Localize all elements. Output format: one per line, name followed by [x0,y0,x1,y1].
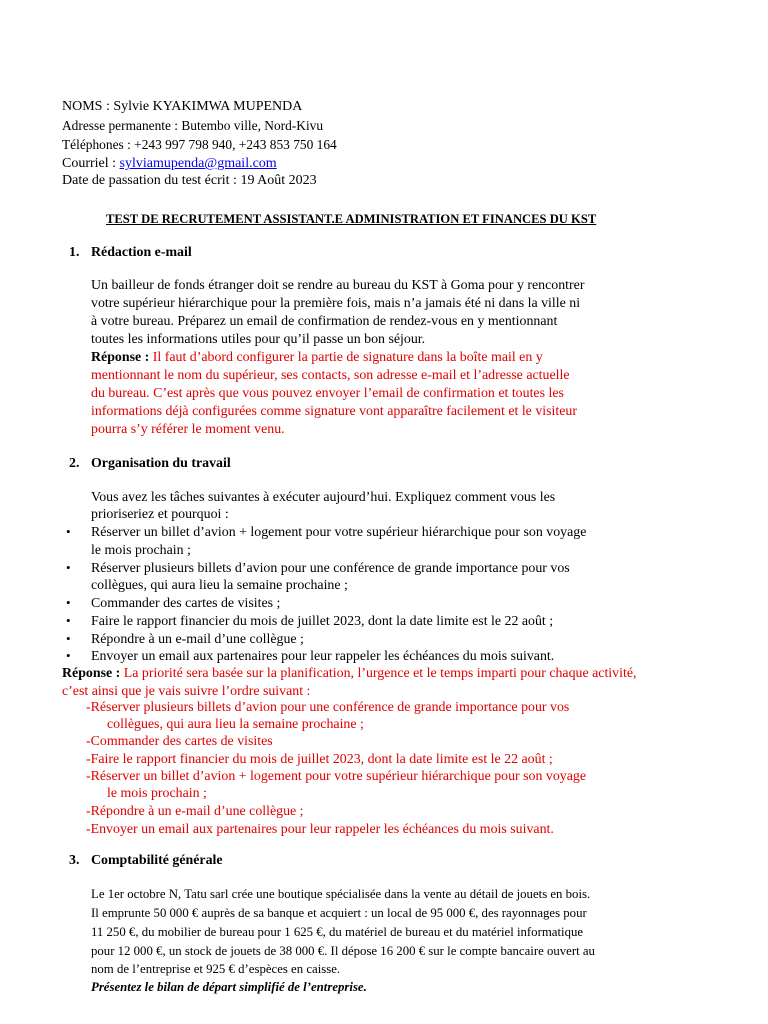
s2-task-line: Faire le rapport financier du mois de juillet 2023, dont la date limite est le 22 août ; [91,614,554,629]
section1-heading: Rédaction e-mail [91,245,192,260]
section3-heading: Comptabilité générale [91,853,223,868]
s2-task-line: Réserver plusieurs billets d’avion pour une conférence de grande importance pour vos [91,561,570,576]
email-link[interactable]: sylviamupenda@gmail.com [119,156,277,171]
s1-answer-line: informations déjà configurées comme signature vont apparaître facilement et le visiteur [91,404,577,419]
s2-task-line: Envoyer un email aux partenaires pour leur rappeler les échéances du mois suivant. [91,649,555,664]
bullet-icon: • [66,595,71,610]
bullet-icon: • [66,613,71,628]
s1-answer-line: mentionnant le nom du supérieur, ses contacts, son adresse e-mail et l’adresse actuelle [91,368,570,383]
s1-question-line: toutes les informations utiles pour qu’il passe un bon séjour. [91,332,426,347]
s2-task-line: collègues, qui aura lieu la semaine prochaine ; [91,578,348,593]
s2-task-line: Répondre à un e-mail d’une collègue ; [91,632,304,647]
section2-heading: Organisation du travail [91,456,231,471]
bullet-icon: • [66,560,71,575]
s3-text-line: 11 250 €, du mobilier de bureau pour 1 625 €, du matériel de bureau et du matériel informatique [91,925,584,939]
s2-ordered-line: -Faire le rapport financier du mois de juillet 2023, dont la date limite est le 22 août ; [86,752,553,767]
s2-ordered-line: -Réserver plusieurs billets d’avion pour une conférence de grande importance pour vos [86,700,570,715]
s2-ordered-line: -Réserver un billet d’avion + logement pour votre supérieur hiérarchique pour son voyage [86,769,587,784]
document-title: TEST DE RECRUTEMENT ASSISTANT.E ADMINISTRATION ET FINANCES DU KST [106,212,597,226]
s2-answer-text: La priorité sera basée sur la planification, l’urgence et le temps imparti pour chaque activité, [123,666,637,681]
test-date-line: Date de passation du test écrit : 19 Août 2023 [62,173,317,188]
s3-text-line: Le 1er octobre N, Tatu sarl crée une boutique spécialisée dans la vente au détail de jouets en bois. [91,887,591,901]
s1-answer-line: pourra s’y référer le moment venu. [91,422,285,437]
s2-ordered-line: -Commander des cartes de visites [86,734,273,749]
email-label: Courriel : [62,156,120,171]
s1-answer-first-line [91,349,543,367]
s1-question-line: à votre bureau. Préparez un email de confirmation de rendez-vous en y mentionnant [91,314,558,329]
s3-text-line: nom de l’entreprise et 925 € d’espèces en caisse. [91,962,341,976]
phones-line: Téléphones : +243 997 798 940, +243 853 750 164 [62,137,337,152]
s3-text-line: pour 12 000 €, un stock de jouets de 38 000 €. Il dépose 16 200 € sur le compte bancaire ouvert au [91,944,595,958]
s2-task-line: Commander des cartes de visites ; [91,596,281,611]
s1-answer-line: du bureau. C’est après que vous pouvez envoyer l’email de confirmation et toutes les [91,386,564,401]
s2-ordered-line: -Envoyer un email aux partenaires pour leur rappeler les échéances du mois suivant. [86,822,554,837]
s2-answer-first-line [62,665,636,683]
section2-number: 2. [69,456,80,471]
s1-answer-text: Il faut d’abord configurer la partie de signature dans la boîte mail en y [152,350,543,365]
s2-ordered-line: collègues, qui aura lieu la semaine prochaine ; [107,717,364,732]
bullet-icon: • [66,648,71,663]
s2-intro-line: prioriseriez et pourquoi : [91,507,229,522]
s2-task-line: Réserver un billet d’avion + logement pour votre supérieur hiérarchique pour son voyage [91,525,587,540]
s3-instruction: Présentez le bilan de départ simplifié de l’entreprise. [91,980,367,994]
s3-text-line: Il emprunte 50 000 € auprès de sa banque et acquiert : un local de 95 000 €, des rayonnages pour [91,906,587,920]
bullet-icon: • [66,524,71,539]
noms-line [62,98,302,115]
s2-answer-line: c’est ainsi que je vais suivre l’ordre suivant : [62,684,311,699]
noms-value: Sylvie KYAKIMWA MUPENDA [113,99,303,114]
section1-number: 1. [69,245,80,260]
section3-number: 3. [69,853,80,868]
s2-ordered-line: -Répondre à un e-mail d’une collègue ; [86,804,304,819]
address-line: Adresse permanente : Butembo ville, Nord-Kivu [62,118,324,133]
s1-answer-label: Réponse : [91,350,153,365]
s2-ordered-line: le mois prochain ; [107,786,207,801]
email-line [62,155,277,172]
noms-label: NOMS : [62,99,114,114]
s2-intro-line: Vous avez les tâches suivantes à exécuter aujourd’hui. Expliquez comment vous les [91,490,556,505]
s2-answer-label: Réponse : [62,666,124,681]
s2-task-line: le mois prochain ; [91,543,191,558]
bullet-icon: • [66,631,71,646]
s1-question-line: Un bailleur de fonds étranger doit se rendre au bureau du KST à Goma pour y rencontrer [91,278,585,293]
s1-question-line: votre supérieur hiérarchique pour la première fois, mais n’a jamais été ni dans la ville ni [91,296,581,311]
